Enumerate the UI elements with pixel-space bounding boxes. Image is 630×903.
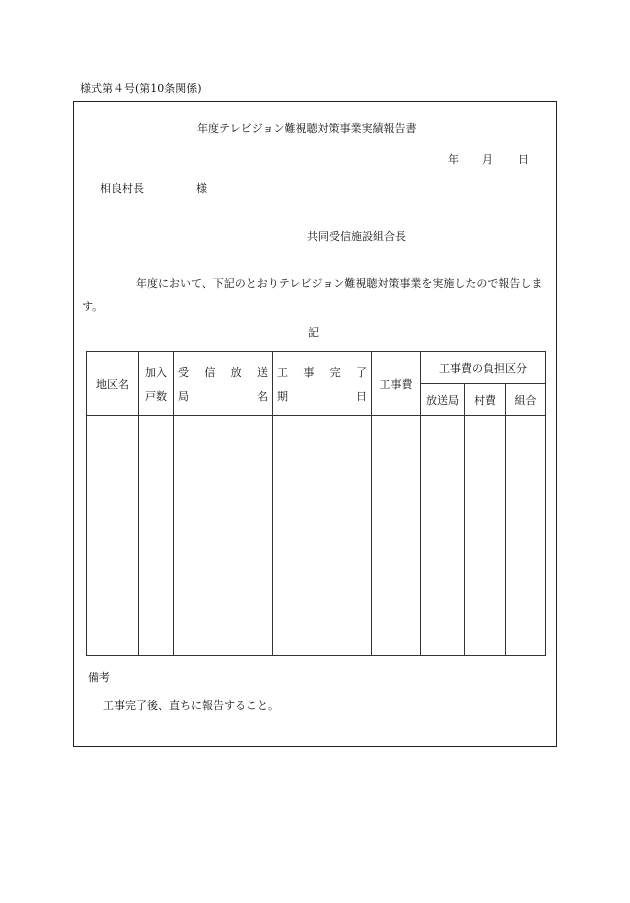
header-households-line2: 戸数	[145, 389, 167, 403]
header-cost: 工事費	[372, 352, 421, 416]
header-households-line1: 加入	[145, 365, 167, 379]
date-day: 日	[518, 153, 529, 166]
cell-households[interactable]	[139, 416, 174, 656]
document-title: 年度テレビジョン難視聴対策事業実績報告書	[197, 122, 417, 135]
header-share-broadcaster: 放送局	[421, 384, 465, 416]
cell-cost[interactable]	[372, 416, 421, 656]
table-body-row	[87, 416, 546, 656]
header-households	[139, 352, 174, 416]
cell-village[interactable]	[465, 416, 506, 656]
cell-broadcaster[interactable]	[421, 416, 465, 656]
addressee-name: 相良村長	[100, 182, 144, 195]
addressee-honorific: 様	[196, 182, 207, 195]
applicant-title: 共同受信施設組合長	[307, 230, 406, 243]
header-completion-line2: 期 日	[277, 389, 367, 403]
header-completion	[273, 352, 372, 416]
ki-heading: 記	[308, 326, 319, 339]
header-station-line1: 受 信 放 送	[178, 365, 268, 379]
header-station	[174, 352, 273, 416]
report-table	[86, 351, 546, 656]
date-year: 年	[448, 153, 459, 166]
body-text: 年度において、下記のとおりテレビジョン難視聴対策事業を実施したので報告します。	[82, 277, 543, 313]
header-share-village: 村費	[465, 384, 506, 416]
header-cost-share: 工事費の負担区分	[421, 352, 546, 384]
cell-area[interactable]	[87, 416, 139, 656]
cell-union[interactable]	[506, 416, 546, 656]
addressee-line	[100, 180, 207, 196]
header-completion-line1: 工 事 完 了	[277, 365, 367, 379]
header-area-name: 地区名	[87, 352, 139, 416]
notes-heading: 備考	[88, 671, 110, 684]
notes-text: 工事完了後、直ちに報告すること。	[103, 699, 279, 712]
header-share-union: 組合	[506, 384, 546, 416]
form-number-label: 様式第４号(第10条関係)	[80, 82, 202, 95]
cell-completion[interactable]	[273, 416, 372, 656]
header-station-line2: 局 名	[178, 389, 268, 403]
date-line	[448, 151, 529, 167]
date-month: 月	[482, 153, 493, 166]
cell-station[interactable]	[174, 416, 273, 656]
